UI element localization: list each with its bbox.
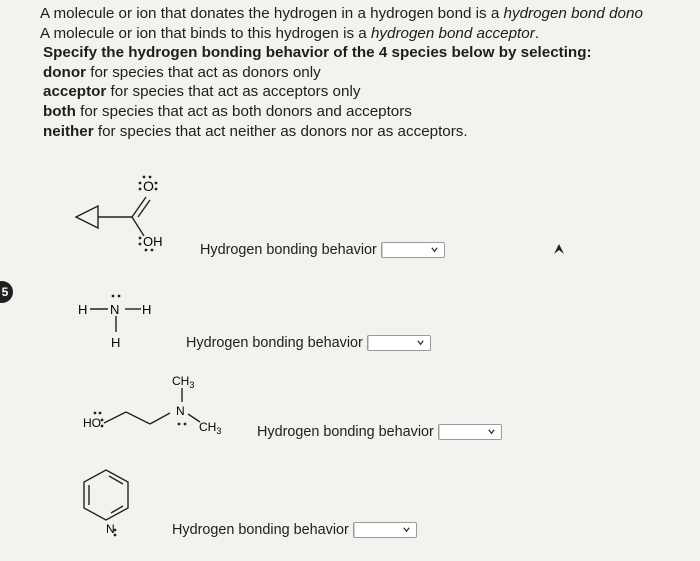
hydroxyl-label: HO	[83, 416, 101, 430]
nitrogen-atom-label: N	[176, 404, 185, 418]
structure-pyridine	[78, 462, 148, 554]
hbond-select-3[interactable]	[438, 424, 502, 440]
hbond-label-4: Hydrogen bonding behavior	[172, 522, 349, 538]
question-number-badge: 5	[0, 281, 13, 303]
oxygen-atom-label: O	[143, 178, 154, 194]
nitrogen-atom-label: N	[110, 302, 120, 317]
hydrogen-right-label: H	[142, 302, 152, 317]
hydroxyl-label: OH	[143, 234, 163, 249]
hbond-select-2[interactable]	[367, 335, 431, 351]
option-neither: neither for species that act neither as donors nor as acceptors.	[43, 122, 468, 140]
hbond-label-3: Hydrogen bonding behavior	[257, 424, 434, 440]
nitrogen-atom-label: N	[106, 522, 115, 536]
hydrogen-left-label: H	[78, 302, 88, 317]
option-acceptor: acceptor for species that act as acceptors only	[43, 83, 361, 101]
structure-dimethylaminoethanol	[78, 368, 248, 443]
definition-acceptor: A molecule or ion that binds to this hydrogen is a hydrogen bond acceptor.	[40, 24, 539, 42]
structure-ammonia	[75, 292, 165, 352]
term-hydrogen-bond-donor: hydrogen bond dono	[503, 5, 643, 22]
hbond-select-4[interactable]	[353, 522, 417, 538]
hbond-row-1	[200, 242, 445, 258]
chevron-down-icon	[402, 525, 411, 534]
definition-donor: A molecule or ion that donates the hydrogen in a hydrogen bond is a hydrogen bond dono	[40, 5, 643, 22]
hbond-row-2	[186, 335, 431, 351]
chevron-down-icon	[416, 338, 425, 347]
instruction: Specify the hydrogen bonding behavior of the 4 species below by selecting:	[43, 44, 592, 62]
hbond-row-4	[172, 522, 417, 538]
term-hydrogen-bond-acceptor: hydrogen bond acceptor	[370, 24, 535, 42]
question-text	[40, 4, 700, 141]
chevron-down-icon	[487, 427, 496, 436]
methyl-right-label: $CH_3$	[199, 420, 222, 436]
hbond-select-1[interactable]	[381, 242, 445, 258]
hbond-label-2: Hydrogen bonding behavior	[186, 335, 363, 351]
methyl-top-label: $CH_3$	[172, 374, 195, 390]
structure-cyclopropanecarboxylic-acid	[60, 170, 200, 260]
hydrogen-bottom-label: H	[111, 335, 121, 350]
option-both: both for species that act as both donors and acceptors	[43, 102, 412, 120]
hbond-label-1: Hydrogen bonding behavior	[200, 242, 377, 258]
chevron-down-icon	[430, 245, 439, 254]
option-donor: donor for species that act as donors only	[43, 63, 321, 81]
mouse-pointer-icon	[552, 242, 566, 256]
hbond-row-3	[257, 424, 502, 440]
